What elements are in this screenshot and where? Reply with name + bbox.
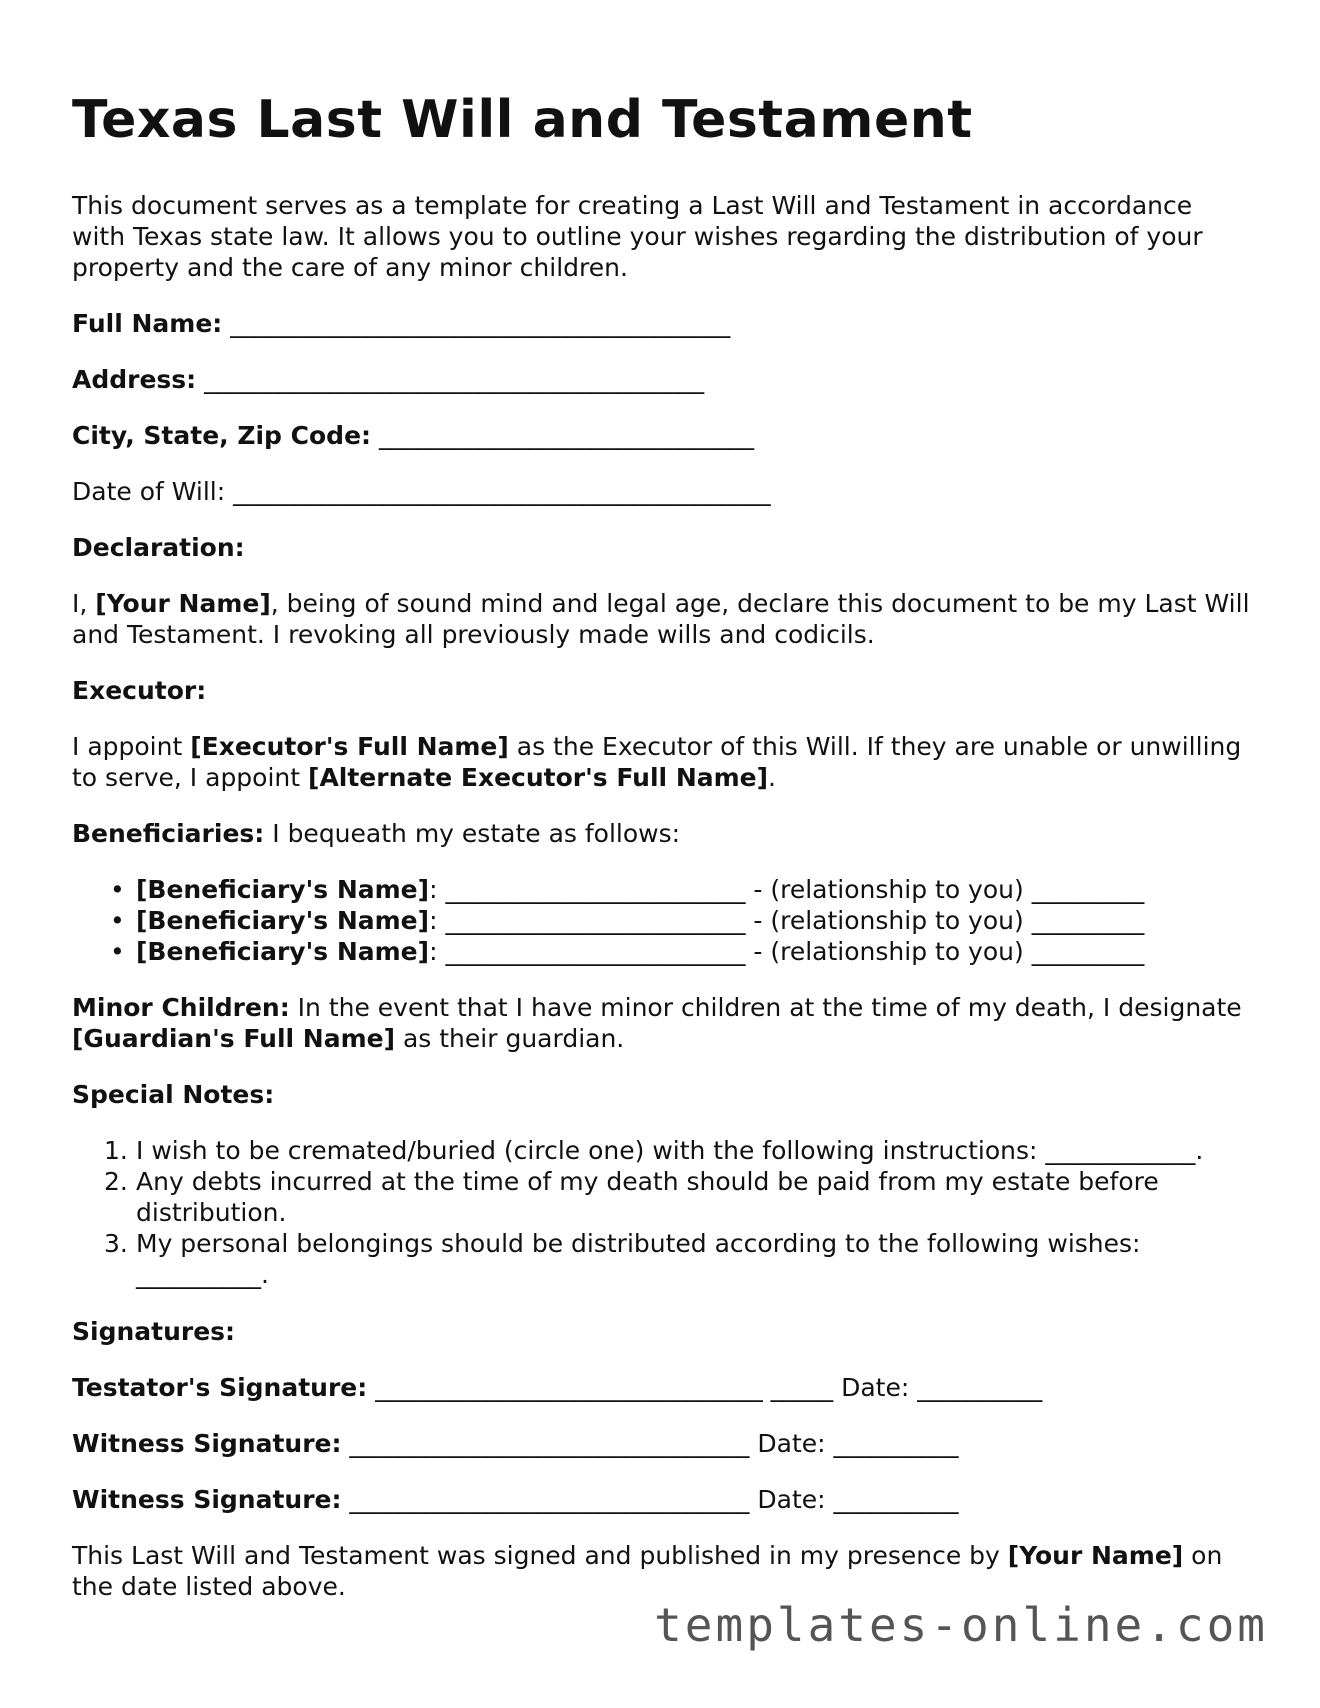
beneficiary-name: [Beneficiary's Name]	[136, 906, 430, 935]
witness-signature-field-2	[72, 1484, 1252, 1515]
address-label: Address:	[72, 365, 197, 394]
list-item	[136, 905, 1252, 936]
date-of-will-field: Date of Will: ___________________________________________	[72, 477, 771, 506]
full-name-field	[72, 308, 1252, 339]
beneficiary-name: [Beneficiary's Name]	[136, 937, 430, 966]
city-state-zip-line: ______________________________	[371, 421, 754, 450]
intro-paragraph: This document serves as a template for creating a Last Will and Testament in accordance with Texas state law. It allows you to outline your wishes regarding the distribution of your property and the care of any minor children.	[72, 191, 1203, 282]
minor-children-heading: Minor Children:	[72, 993, 290, 1022]
beneficiaries-heading: Beneficiaries:	[72, 819, 265, 848]
document-title: Texas Last Will and Testament	[72, 90, 973, 150]
beneficiary-name: [Beneficiary's Name]	[136, 875, 430, 904]
signatures-heading: Signatures:	[72, 1317, 236, 1346]
list-item: My personal belongings should be distributed according to the following wishes: __________.	[136, 1229, 1141, 1289]
closing-name: [Your Name]	[1007, 1541, 1184, 1570]
witness-signature-line: ________________________________ Date: __________	[341, 1485, 959, 1514]
executor-pre: I appoint	[72, 732, 191, 761]
address-field	[72, 364, 1252, 395]
city-state-zip-label: City, State, Zip Code:	[72, 421, 372, 450]
minor-children-pre: In the event that I have minor children at the time of my death, I designate	[289, 993, 1242, 1022]
witness-signature-label: Witness Signature:	[72, 1485, 342, 1514]
closing-paragraph	[72, 1540, 1252, 1602]
guardian-name: [Guardian's Full Name]	[72, 1024, 396, 1053]
witness-signature-line: ________________________________ Date: __________	[341, 1429, 959, 1458]
address-line: ________________________________________	[196, 365, 705, 394]
executor-paragraph	[72, 731, 1252, 793]
testator-signature-line: _______________________________ _____ Date: __________	[367, 1373, 1043, 1402]
declaration-post: , being of sound mind and legal age, declare this document to be my Last Will and Testament. I revoking all previously made wills and codicils.	[72, 589, 1250, 649]
document-page	[72, 88, 1252, 1627]
full-name-label: Full Name:	[72, 309, 223, 338]
watermark-text: templates-online.com	[654, 1598, 1268, 1652]
closing-post: on the date listed above.	[72, 1541, 1223, 1601]
testator-signature-field	[72, 1372, 1252, 1403]
list-item	[136, 874, 1252, 905]
city-state-zip-field	[72, 420, 1252, 451]
minor-children-post: as their guardian.	[395, 1024, 625, 1053]
special-notes-list	[72, 1135, 1252, 1290]
full-name-line: ________________________________________	[222, 309, 731, 338]
witness-signature-label: Witness Signature:	[72, 1429, 342, 1458]
declaration-paragraph	[72, 588, 1252, 650]
list-item: I wish to be cremated/buried (circle one) with the following instructions: ____________.	[136, 1136, 1204, 1165]
witness-signature-field-1	[72, 1428, 1252, 1459]
list-item: Any debts incurred at the time of my death should be paid from my estate before distribution.	[136, 1167, 1159, 1227]
beneficiary-line: : ________________________ - (relationship to you) _________	[429, 906, 1145, 935]
beneficiaries-list	[72, 874, 1252, 967]
declaration-pre: I,	[72, 589, 96, 618]
closing-pre: This Last Will and Testament was signed and published in my presence by	[72, 1541, 1008, 1570]
list-item	[136, 936, 1252, 967]
alternate-executor-name: [Alternate Executor's Full Name]	[308, 763, 769, 792]
special-notes-heading: Special Notes:	[72, 1080, 275, 1109]
executor-post: .	[768, 763, 776, 792]
beneficiary-line: : ________________________ - (relationship to you) _________	[429, 937, 1145, 966]
declaration-heading: Declaration:	[72, 533, 245, 562]
testator-signature-label: Testator's Signature:	[72, 1373, 368, 1402]
declaration-name: [Your Name]	[95, 589, 271, 618]
beneficiaries-text: I bequeath my estate as follows:	[264, 819, 681, 848]
beneficiaries-paragraph	[72, 818, 1252, 849]
executor-mid: as the Executor of this Will. If they are unable or unwilling to serve, I appoint	[72, 732, 1242, 792]
executor-heading: Executor:	[72, 676, 207, 705]
beneficiary-line: : ________________________ - (relationship to you) _________	[429, 875, 1145, 904]
minor-children-paragraph	[72, 992, 1252, 1054]
executor-name: [Executor's Full Name]	[190, 732, 509, 761]
